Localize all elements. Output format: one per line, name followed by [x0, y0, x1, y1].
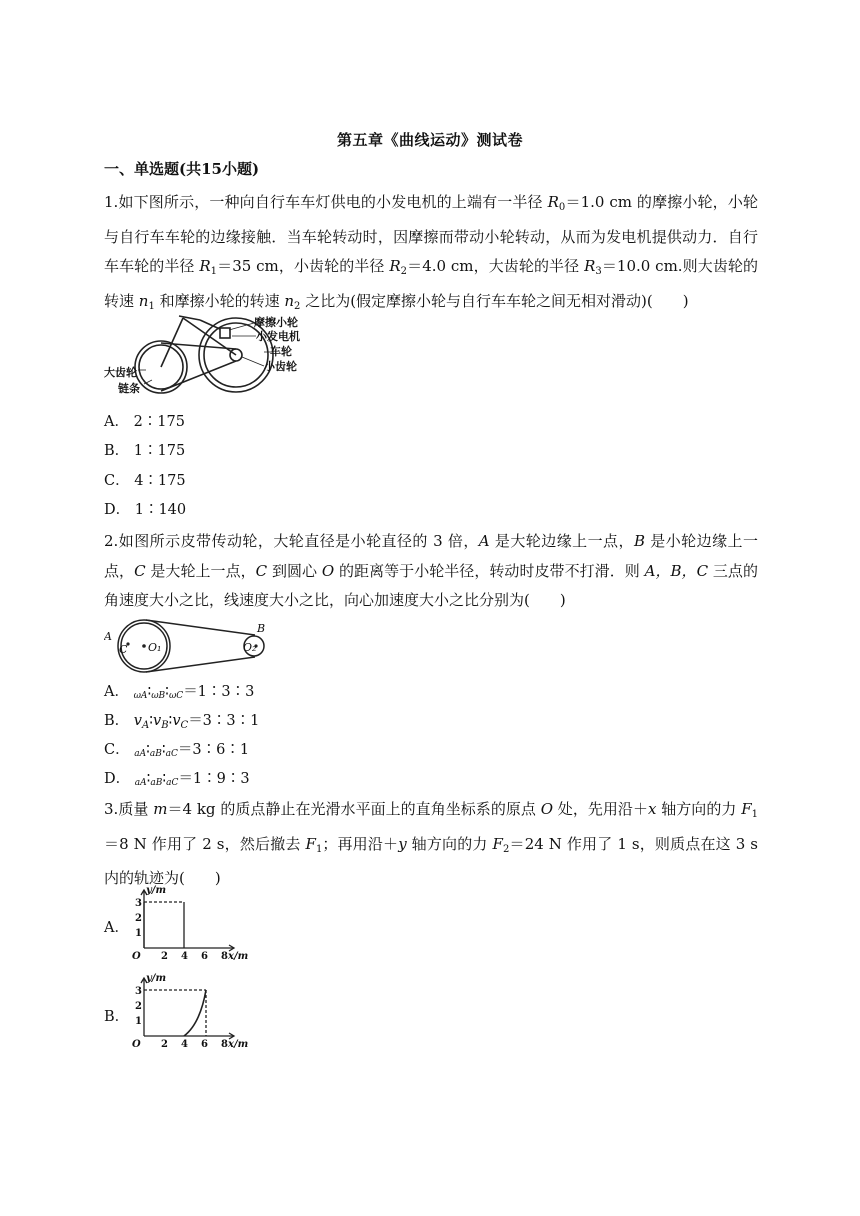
svg-text:6: 6 — [201, 951, 208, 962]
q2-option-d: D． aA∶aB∶aC＝1∶9∶3 — [104, 771, 250, 788]
q3-option-a-label: A． — [104, 920, 129, 936]
label-point-a: A — [104, 630, 112, 643]
svg-text:2: 2 — [161, 951, 168, 962]
q1-option-c: C． 4∶175 — [104, 473, 186, 489]
section-heading: 一、单选题(共15小题) — [104, 160, 260, 178]
label-generator: 小发电机 — [256, 330, 300, 343]
label-point-b: B — [257, 622, 266, 635]
label-center-o2: O₂ — [243, 641, 257, 654]
question-3-text: 3.质量 m＝4 kg 的质点静止在光滑水平面上的直角坐标系的原点 O 处，先用沿＋x 轴方向的力 $F_1=8$ N 作用了 2 s，然后撤去 $F_1$；再用沿＋y 轴方向的力 $F_2=24$ N 作用了 1 s，则质点在这 3 s 内的轨迹为( ) — [104, 800, 758, 887]
label-center-o1: O₁ — [148, 641, 162, 654]
graph-a-x-label: x/m — [228, 951, 249, 962]
svg-text:2: 2 — [135, 1001, 142, 1012]
q1-option-b: B． 1∶175 — [104, 443, 186, 459]
graph-b-y-label: y/m — [146, 973, 167, 984]
label-big-gear: 大齿轮 — [104, 366, 137, 379]
graph-a-origin: O — [132, 951, 141, 962]
graph-b-origin: O — [132, 1039, 141, 1050]
svg-text:8: 8 — [221, 951, 228, 962]
svg-text:1: 1 — [135, 928, 142, 939]
label-friction-wheel: 摩擦小轮 — [254, 316, 298, 329]
svg-text:2: 2 — [161, 1039, 168, 1050]
svg-text:8: 8 — [221, 1039, 228, 1050]
q1-option-a: A． 2∶175 — [104, 414, 185, 430]
svg-text:4: 4 — [181, 1039, 188, 1050]
q2-option-c: C． aA∶aB∶aC＝3∶6∶1 — [104, 742, 250, 759]
q2-option-a: A． ωA∶ωB∶ωC＝1∶3∶3 — [104, 684, 255, 701]
label-point-c: C — [119, 643, 128, 656]
label-small-gear: 小齿轮 — [264, 360, 297, 373]
q3-graph-a — [130, 884, 260, 964]
bicycle-figure — [104, 310, 324, 400]
label-chain: 链条 — [118, 382, 140, 395]
page-title: 第五章《曲线运动》测试卷 — [336, 131, 523, 149]
graph-a-y-label: y/m — [146, 885, 167, 896]
q2-option-b: B． $v_A∶v_B∶v_C=3∶3∶1$ — [104, 713, 260, 731]
belt-drive-figure — [104, 618, 274, 674]
svg-text:1: 1 — [135, 1016, 142, 1027]
label-wheel: 车轮 — [270, 345, 292, 358]
question-1-text: 1.如下图所示，一种向自行车车灯供电的小发电机的上端有一半径 $R_0=1.0$ cm 的摩擦小轮，小轮与自行车车轮的边缘接触．当车轮转动时，因摩擦而带动小轮转动，从而为发电机提供动力．自行车车轮的半径 $R_1=35$ cm，小齿轮的半径 $R_2=4.0$ cm，大齿轮的半径 $R_3=10.0$ cm.则大齿轮的转速 $n_1$ 和摩擦小轮的转速 $n_2$ 之比为(假定摩擦小轮与自行车车轮之间无相对滑动)( ) — [104, 193, 758, 312]
svg-text:3: 3 — [135, 898, 142, 909]
q3-graph-b — [130, 972, 262, 1052]
svg-text:6: 6 — [201, 1039, 208, 1050]
svg-text:2: 2 — [135, 913, 142, 924]
graph-b-x-label: x/m — [228, 1039, 249, 1050]
q1-option-d: D． 1∶140 — [104, 502, 187, 518]
svg-text:4: 4 — [181, 951, 188, 962]
q3-option-b-label: B． — [104, 1009, 130, 1025]
question-2-text: 2.如图所示皮带传动轮，大轮直径是小轮直径的 3 倍，A 是大轮边缘上一点，B 是小轮边缘上一点，C 是大轮上一点，C 到圆心 O 的距离等于小轮半径，转动时皮带不打滑．则 A，B，C 三点的角速度大小之比，线速度大小之比，向心加速度大小之比分别为( ) — [104, 532, 758, 609]
svg-text:3: 3 — [135, 986, 142, 997]
